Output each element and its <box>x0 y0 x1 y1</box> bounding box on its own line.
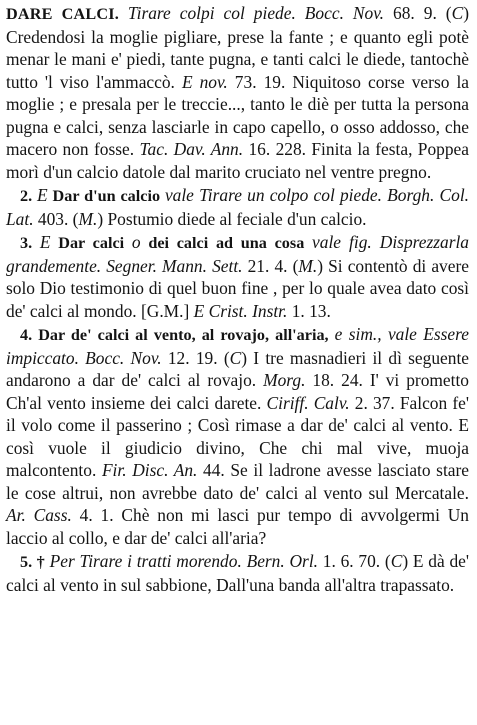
sense-phrase: 2. <box>20 187 38 205</box>
body-text: 403. ( <box>33 208 79 229</box>
italic-text: C <box>451 3 464 23</box>
italic-text: Fir. Disc. An. <box>101 460 198 480</box>
entry-sense-4 <box>6 323 469 549</box>
body-text: 21. 4. ( <box>242 255 299 276</box>
body-text: ) E dà de' calci al vento in sul sabbione, Dall'una banda all'altra trapassato. <box>6 551 469 595</box>
body-text: ) Postumio diede al feciale d'un calcio. <box>97 208 367 229</box>
sense-phrase: Dar d'un calcio <box>47 187 165 205</box>
italic-text: E <box>39 232 51 252</box>
body-text: ) Credendosi la moglie pigliare, prese la fante ; e quanto egli potè menar le mani e' piedi, tante pugna, e tanti calci le diede, tantochè tutto 'l viso l'ammaccò. <box>6 3 469 92</box>
body-text: 44. Se il ladrone avesse lasciato stare le cose altrui, non avrebbe dato de' calci al vento sul Mercatale. <box>6 460 470 503</box>
body-text: 12. 19. ( <box>161 347 230 368</box>
italic-text: o <box>131 232 141 252</box>
sense-phrase: Dar calci <box>50 234 132 252</box>
sense-phrase: 3. <box>20 234 40 252</box>
entry-sense-3 <box>6 231 469 322</box>
italic-text: E Crist. Instr. <box>193 300 288 321</box>
italic-text: vale fig. Disprezzarla grandemente. Segner. Mann. Sett. <box>6 232 470 276</box>
body-text: 73. 19. Niquitoso corse verso la moglie ; e presala per le treccie..., tanto le diè per tutta la persona pugna e calci, senza lasciarle in capo capello, o osso addosso, che macero non fosse. <box>6 71 469 159</box>
italic-text: vale Tirare un colpo col piede. Borgh. Col. Lat. <box>6 185 469 229</box>
headword: DARE CALCI. <box>6 5 128 23</box>
body-text: 16. 228. Finita la festa, Poppea morì d'un calcio datole dal marito cruciato nel ventre pregno. <box>6 139 469 182</box>
sense-phrase: dei calci ad una cosa <box>140 234 313 252</box>
italic-text: M. <box>78 208 98 229</box>
body-text: 1. 6. 70. ( <box>318 551 391 571</box>
italic-text: Per Tirare i tratti morendo. Bern. Orl. <box>49 551 318 571</box>
body-text: ) Si contentò di avere solo Dio testimonio di quel buon fine , per lo quale avea dato così de' calci al mondo. [G.M.] <box>6 255 469 321</box>
italic-text: C <box>229 347 242 368</box>
italic-text: Ciriff. Calv. <box>266 392 350 413</box>
body-text: ) I tre masnadieri il dì seguente andarono a dar de' calci al rovajo. <box>6 347 470 390</box>
entry-sense-5 <box>6 550 469 596</box>
entry-dare-calci <box>6 2 469 183</box>
italic-text: M. <box>298 255 318 276</box>
sense-phrase: 4. Dar de' calci al vento, al rovajo, all'aria, <box>20 326 335 344</box>
body-text: 1. 13. <box>287 300 331 321</box>
body-text: 4. 1. Chè non mi lasci pur tempo di avvolgermi Un laccio al collo, e dar de' calci all'aria? <box>6 505 469 548</box>
italic-text: Tirare colpi col piede. Bocc. Nov. <box>127 3 384 23</box>
italic-text: e sim., vale Essere impiccato. Bocc. Nov. <box>6 324 469 368</box>
body-text: 18. 24. I' vi prometto Ch'al vento insieme dei calci darete. <box>6 370 469 413</box>
sense-phrase: 5. † <box>20 553 50 571</box>
italic-text: Morg. <box>263 370 306 390</box>
entry-sense-2 <box>6 184 469 230</box>
italic-text: Ar. Cass. <box>6 505 72 525</box>
italic-text: E nov. <box>181 71 228 92</box>
body-text: 68. 9. ( <box>384 3 452 23</box>
italic-text: E <box>37 185 48 205</box>
italic-text: Tac. Dav. Ann. <box>139 139 244 159</box>
italic-text: C <box>390 551 403 571</box>
body-text: 2. 37. Falcon fe' il volo come il passerino ; Così rimase a dar de' calci al vento. E così vuole il giudicio divino, Che chi mal vive, muoja malcontento. <box>6 392 469 480</box>
